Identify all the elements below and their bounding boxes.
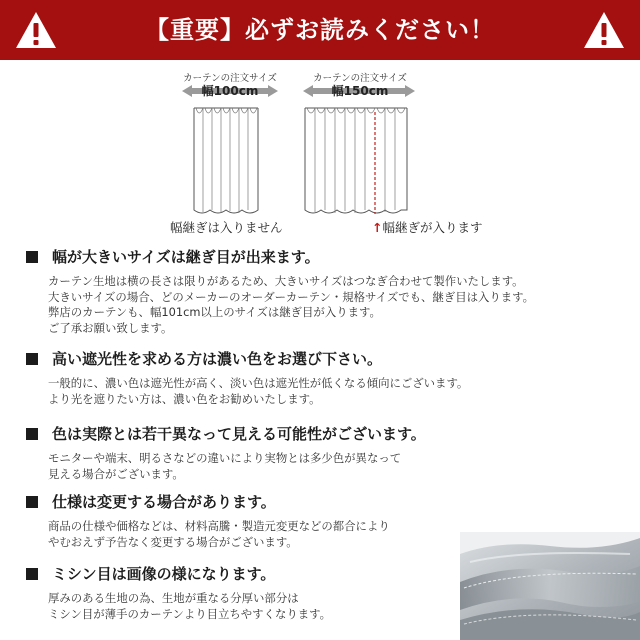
square-bullet [26, 251, 38, 263]
section-text: カーテン生地は横の長さは限りがあるため、大きいサイズはつなぎ合わせて製作いたします。 [48, 274, 524, 288]
section-title: 幅が大きいサイズは継ぎ目が出来ます。 [52, 248, 320, 266]
fabric-stitching-photo [460, 532, 640, 640]
width-label: 幅100cm [201, 84, 259, 98]
curtain-illustration [192, 106, 260, 218]
section-text: 大きいサイズの場合、どのメーカーのオーダーカーテン・規格サイズでも、継ぎ目は入ります。 [48, 289, 535, 304]
order-size-caption: カーテンの注文サイズ [313, 73, 407, 84]
section-wide-size-seams [26, 246, 630, 336]
no-seam-note: 幅継ぎは入りません [170, 220, 283, 235]
square-bullet [26, 428, 38, 440]
section-title: ミシン目は画像の様になります。 [52, 565, 276, 583]
square-bullet [26, 568, 38, 580]
section-title: 高い遮光性を求める方は濃い色をお選び下さい。 [52, 350, 383, 368]
section-blackout [26, 348, 630, 407]
section-text: 弊店のカーテンも、幅101cm以上のサイズは継ぎ目が入ります。 [48, 305, 381, 320]
section-text: ミシン目が薄手のカーテンより目立ちやすくなります。 [48, 606, 332, 621]
section-text: ご了承お願い致します。 [48, 320, 173, 335]
section-text: やむおえず予告なく変更する場合がございます。 [48, 534, 298, 549]
warning-triangle-icon [14, 10, 58, 50]
section-text: 見える場合がございます。 [48, 466, 184, 481]
section-text: モニターや端末、明るさなどの違いにより実物とは多少色が異なって [48, 451, 402, 465]
square-bullet [26, 353, 38, 365]
section-color-difference [26, 423, 630, 482]
section-text: より光を遮りたい方は、濃い色をお勧めいたします。 [48, 391, 321, 406]
warning-triangle-icon [582, 10, 626, 50]
section-text: 一般的に、濃い色は遮光性が高く、淡い色は遮光性が低くなる傾向にございます。 [48, 376, 469, 390]
seam-note [372, 218, 483, 236]
up-arrow-icon: ↑ [372, 220, 383, 235]
section-title: 仕様は変更する場合があります。 [52, 493, 276, 511]
curtain-illustration [303, 106, 409, 218]
section-text: 商品の仕様や価格などは、材料高騰・製造元変更などの都合により [48, 519, 390, 533]
order-size-caption: カーテンの注文サイズ [183, 73, 277, 84]
warning-banner [0, 0, 640, 60]
section-title: 色は実際とは若干異なって見える可能性がございます。 [52, 425, 426, 443]
square-bullet [26, 496, 38, 508]
width-label: 幅150cm [331, 84, 389, 98]
seam-note-text: 幅継ぎが入ります [382, 220, 483, 235]
banner-title: 【重要】必ずお読みください！ [145, 16, 495, 44]
section-text: 厚みのある生地の為、生地が重なる分厚い部分は [48, 591, 299, 605]
